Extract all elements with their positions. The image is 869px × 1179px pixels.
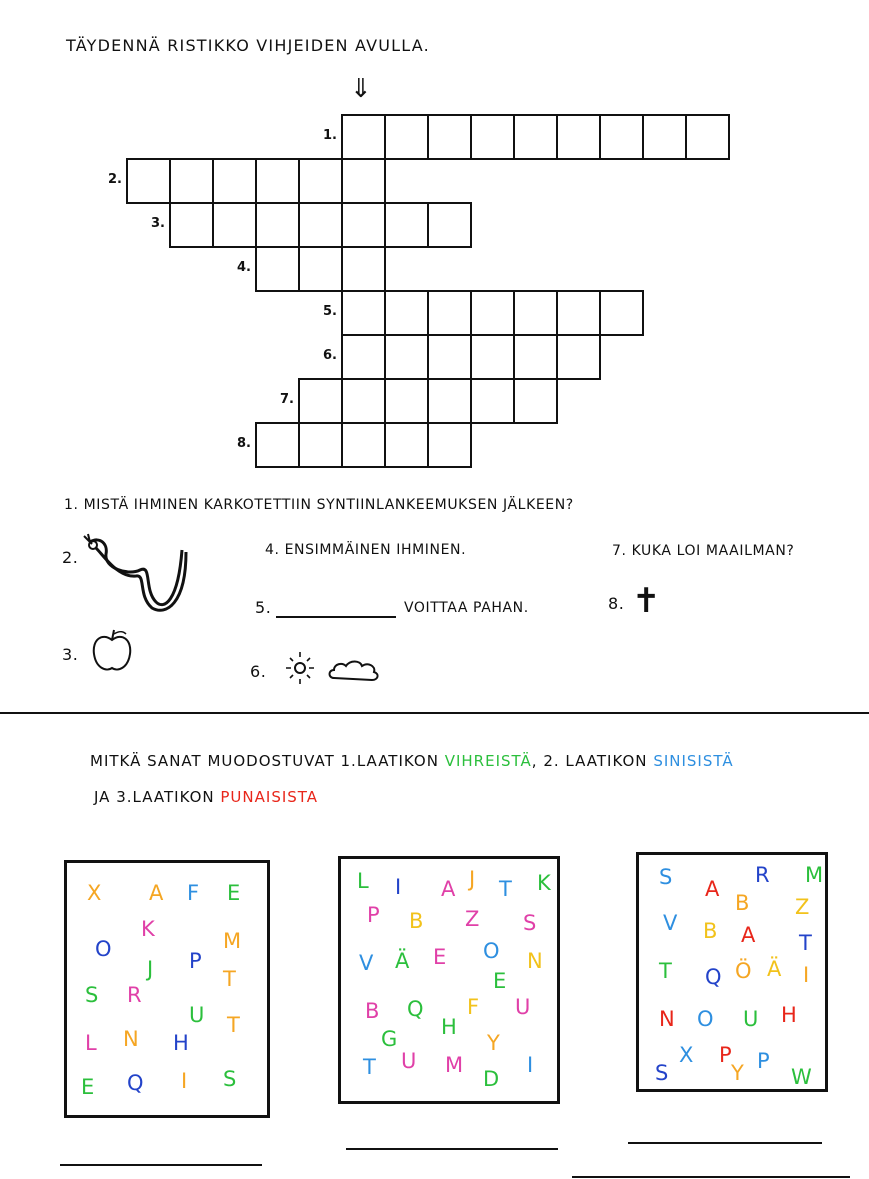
blue-word: SINISISTÄ <box>653 752 734 770</box>
crossword-row-number: 4. <box>237 260 251 275</box>
crossword-cell[interactable] <box>556 290 601 336</box>
crossword-cell[interactable] <box>427 334 472 380</box>
crossword-cell[interactable] <box>126 158 171 204</box>
clue-3-number: 3. <box>62 645 79 664</box>
answer-line-3 <box>628 1142 822 1144</box>
box-letter: Z <box>465 907 480 931</box>
box-letter: P <box>367 903 380 927</box>
box-letter: N <box>123 1027 139 1051</box>
crossword-cell[interactable] <box>513 378 558 424</box>
crossword-cell[interactable] <box>427 378 472 424</box>
box-letter: T <box>499 877 512 901</box>
crossword-cell[interactable] <box>384 114 429 160</box>
box-letter: D <box>483 1067 500 1091</box>
crossword-cell[interactable] <box>427 422 472 468</box>
box-letter: E <box>493 969 507 993</box>
box-letter: A <box>741 923 756 947</box>
box-letter: B <box>365 999 380 1023</box>
crossword-cell[interactable] <box>513 334 558 380</box>
crossword-cell[interactable] <box>685 114 730 160</box>
box-letter: S <box>523 911 537 935</box>
crossword-cell[interactable] <box>470 334 515 380</box>
crossword-cell[interactable] <box>212 158 257 204</box>
clue-2-number: 2. <box>62 548 79 567</box>
clue-5-blank <box>276 616 396 618</box>
crossword-row-number: 1. <box>323 128 337 143</box>
answer-line-4 <box>572 1176 850 1178</box>
answer-line-2 <box>346 1148 558 1150</box>
box-letter: M <box>445 1053 464 1077</box>
clue-4: 4. ENSIMMÄINEN IHMINEN. <box>265 542 467 558</box>
box-letter: P <box>757 1049 770 1073</box>
box-letter: U <box>189 1003 205 1027</box>
red-word: PUNAISISTA <box>220 788 319 806</box>
crossword-cell[interactable] <box>255 158 300 204</box>
section-divider <box>0 712 869 714</box>
box-letter: R <box>755 863 770 887</box>
letter-box-1 <box>64 860 270 1118</box>
box-letter: I <box>395 875 402 899</box>
box-letter: Q <box>127 1071 144 1095</box>
box-letter: Ä <box>767 957 782 981</box>
crossword-cell[interactable] <box>341 378 386 424</box>
clue-8-number: 8. <box>608 594 625 613</box>
task2-text-a: MITKÄ SANAT MUODOSTUVAT 1.LAATIKON <box>90 752 439 770</box>
box-letter: Ä <box>395 949 410 973</box>
crossword-cell[interactable] <box>642 114 687 160</box>
task2-line2 <box>94 788 318 806</box>
box-letter: U <box>515 995 531 1019</box>
letter-box-3 <box>636 852 828 1092</box>
box-letter: T <box>799 931 812 955</box>
crossword-row-number: 3. <box>151 216 165 231</box>
box-letter: F <box>467 995 480 1019</box>
box-letter: R <box>127 983 142 1007</box>
crossword-cell[interactable] <box>599 290 644 336</box>
crossword-cell[interactable] <box>341 114 386 160</box>
box-letter: H <box>781 1003 797 1027</box>
task2-text-c: JA 3.LAATIKON <box>94 788 215 806</box>
clue-6-number: 6. <box>250 662 267 681</box>
box-letter: I <box>803 963 810 987</box>
box-letter: X <box>87 881 102 905</box>
clue-5-number: 5. <box>255 598 272 617</box>
crossword-cell[interactable] <box>341 290 386 336</box>
crossword-row-number: 6. <box>323 348 337 363</box>
box-letter: S <box>659 865 673 889</box>
crossword-cell[interactable] <box>298 378 343 424</box>
down-arrow-icon: ⇓ <box>350 74 372 104</box>
crossword-cell[interactable] <box>298 422 343 468</box>
task2-text-b: , 2. LAATIKON <box>531 752 648 770</box>
clue-1: 1. MISTÄ IHMINEN KARKOTETTIIN SYNTIINLANKEEMUKSEN JÄLKEEN? <box>64 497 574 513</box>
box-letter: Q <box>705 965 722 989</box>
box-letter: U <box>401 1049 417 1073</box>
crossword-cell[interactable] <box>556 114 601 160</box>
box-letter: B <box>409 909 424 933</box>
green-word: VIHREISTÄ <box>444 752 532 770</box>
box-letter: E <box>81 1075 95 1099</box>
crossword-cell[interactable] <box>599 114 644 160</box>
box-letter: G <box>381 1027 398 1051</box>
box-letter: M <box>805 863 824 887</box>
crossword-cell[interactable] <box>298 158 343 204</box>
crossword-cell[interactable] <box>427 290 472 336</box>
box-letter: I <box>527 1053 534 1077</box>
box-letter: N <box>527 949 543 973</box>
box-letter: S <box>655 1061 669 1085</box>
crossword-cell[interactable] <box>384 290 429 336</box>
crossword-cell[interactable] <box>513 114 558 160</box>
apple-icon <box>90 628 134 674</box>
box-letter: N <box>659 1007 675 1031</box>
box-letter: L <box>357 869 369 893</box>
letter-box-2 <box>338 856 560 1104</box>
box-letter: M <box>223 929 242 953</box>
box-letter: A <box>441 877 456 901</box>
crossword-cell[interactable] <box>470 114 515 160</box>
box-letter: O <box>95 937 112 961</box>
crossword-cell[interactable] <box>169 158 214 204</box>
crossword-cell[interactable] <box>298 202 343 248</box>
box-letter: B <box>703 919 718 943</box>
cross-icon: ✝ <box>632 581 661 621</box>
box-letter: T <box>223 967 236 991</box>
crossword-row-number: 2. <box>108 172 122 187</box>
crossword-cell[interactable] <box>341 422 386 468</box>
box-letter: Q <box>407 997 424 1021</box>
crossword-cell[interactable] <box>470 290 515 336</box>
crossword-cell[interactable] <box>341 202 386 248</box>
box-letter: Z <box>795 895 810 919</box>
box-letter: S <box>85 983 99 1007</box>
crossword-cell[interactable] <box>384 202 429 248</box>
box-letter: H <box>441 1015 457 1039</box>
box-letter: K <box>537 871 551 895</box>
box-letter: U <box>743 1007 759 1031</box>
box-letter: P <box>189 949 202 973</box>
box-letter: P <box>719 1043 732 1067</box>
crossword-cell[interactable] <box>169 202 214 248</box>
crossword-row-number: 5. <box>323 304 337 319</box>
box-letter: Y <box>731 1061 744 1085</box>
crossword-row-number: 7. <box>280 392 294 407</box>
crossword-cell[interactable] <box>255 422 300 468</box>
box-letter: Y <box>487 1031 500 1055</box>
box-letter: V <box>663 911 678 935</box>
box-letter: J <box>469 867 476 891</box>
crossword-cell[interactable] <box>427 114 472 160</box>
snake-icon <box>78 530 193 615</box>
box-letter: E <box>227 881 241 905</box>
box-letter: Ö <box>735 959 752 983</box>
box-letter: O <box>483 939 500 963</box>
crossword-cell[interactable] <box>341 246 386 292</box>
sun-cloud-icon <box>282 648 394 688</box>
box-letter: T <box>227 1013 240 1037</box>
crossword-cell[interactable] <box>255 202 300 248</box>
page-title: TÄYDENNÄ RISTIKKO VIHJEIDEN AVULLA. <box>66 36 430 55</box>
box-letter: O <box>697 1007 714 1031</box>
crossword-cell[interactable] <box>470 378 515 424</box>
box-letter: A <box>705 877 720 901</box>
crossword-cell[interactable] <box>298 246 343 292</box>
crossword-cell[interactable] <box>384 378 429 424</box>
box-letter: B <box>735 891 750 915</box>
clue-5-text: VOITTAA PAHAN. <box>404 600 529 616</box>
box-letter: K <box>141 917 155 941</box>
box-letter: L <box>85 1031 97 1055</box>
crossword-cell[interactable] <box>384 422 429 468</box>
crossword-cell[interactable] <box>341 158 386 204</box>
box-letter: T <box>363 1055 376 1079</box>
box-letter: J <box>147 957 154 981</box>
box-letter: E <box>433 945 447 969</box>
crossword-cell[interactable] <box>427 202 472 248</box>
crossword-cell[interactable] <box>556 334 601 380</box>
box-letter: V <box>359 951 374 975</box>
crossword-cell[interactable] <box>255 246 300 292</box>
box-letter: I <box>181 1069 188 1093</box>
box-letter: S <box>223 1067 237 1091</box>
crossword-cell[interactable] <box>513 290 558 336</box>
box-letter: A <box>149 881 164 905</box>
box-letter: H <box>173 1031 189 1055</box>
clue-7: 7. KUKA LOI MAAILMAN? <box>612 543 795 559</box>
task2-line1 <box>90 752 734 770</box>
crossword-cell[interactable] <box>384 334 429 380</box>
answer-line-1 <box>60 1164 262 1166</box>
crossword-cell[interactable] <box>341 334 386 380</box>
box-letter: T <box>659 959 672 983</box>
crossword-cell[interactable] <box>212 202 257 248</box>
box-letter: W <box>791 1065 812 1089</box>
box-letter: X <box>679 1043 694 1067</box>
crossword-row-number: 8. <box>237 436 251 451</box>
box-letter: F <box>187 881 200 905</box>
